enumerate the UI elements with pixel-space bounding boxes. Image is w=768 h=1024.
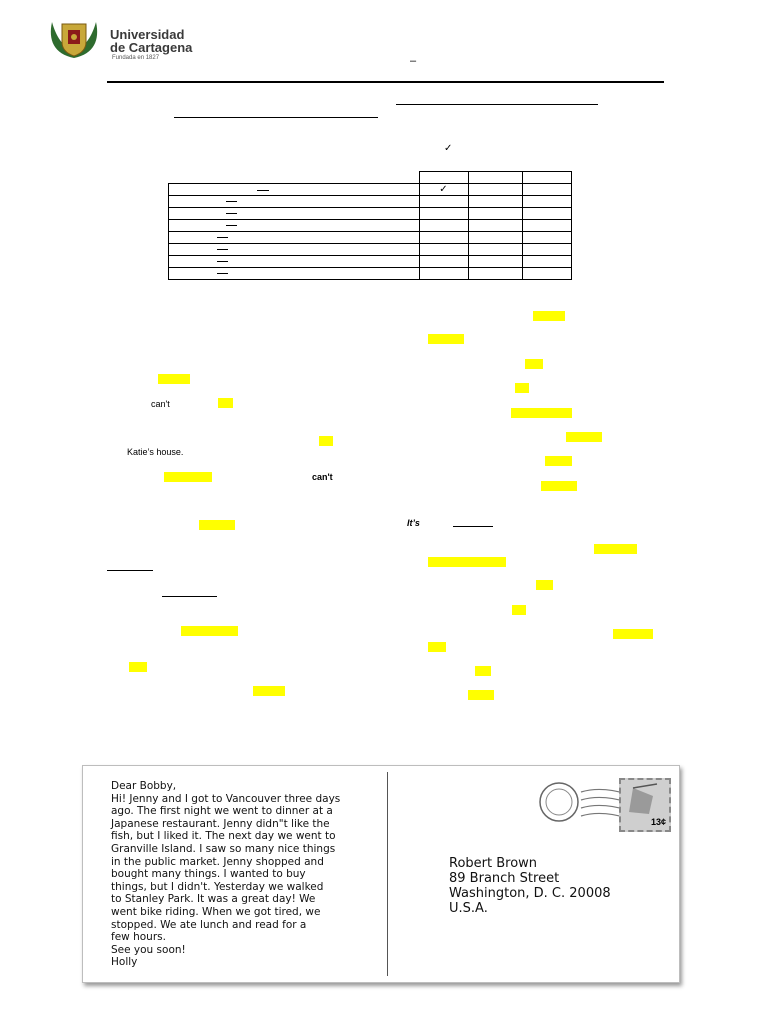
message-line: See you soon!	[111, 943, 186, 956]
postcard-image	[82, 765, 680, 983]
word-its: It’s	[407, 518, 420, 528]
address-line: Robert Brown	[449, 856, 538, 871]
message-line: went bike riding. When we got tired, we	[111, 905, 321, 918]
highlight-mark	[525, 359, 543, 369]
blank-line	[174, 117, 378, 118]
address-line: 89 Branch Street	[449, 871, 560, 886]
blank-line	[107, 570, 153, 571]
university-name	[110, 28, 192, 62]
highlight-mark	[253, 686, 285, 696]
highlight-mark	[536, 580, 553, 590]
postcard-address	[449, 856, 611, 916]
postcard-divider	[387, 772, 388, 976]
table-row	[169, 256, 572, 268]
highlight-mark	[594, 544, 637, 554]
highlight-mark	[475, 666, 491, 676]
table-row	[169, 184, 572, 196]
logo-line-2: de Cartagena	[110, 40, 193, 55]
check-icon: ✓	[444, 143, 453, 154]
table-row	[169, 172, 572, 184]
highlight-mark	[545, 456, 572, 466]
highlight-mark	[533, 311, 565, 321]
highlight-mark	[468, 690, 494, 700]
message-line: Japanese restaurant. Jenny didn"t like the	[111, 817, 330, 830]
message-line: ago. The first night we went to dinner at a	[111, 805, 333, 818]
university-crest-logo	[44, 14, 104, 64]
message-line: fish, but I liked it. The next day we went to	[111, 830, 336, 843]
blank-line	[453, 526, 493, 527]
highlight-mark	[541, 481, 577, 491]
header-rule	[107, 81, 664, 83]
blank-line	[162, 596, 217, 597]
highlight-mark	[512, 605, 526, 615]
message-line: Dear Bobby,	[111, 780, 177, 792]
postmark-icon	[531, 778, 631, 828]
highlight-mark	[566, 432, 602, 442]
highlight-mark	[515, 383, 529, 393]
text-katies-house: Katie’s house.	[127, 447, 184, 457]
message-line: in the public market. Jenny shopped and	[111, 855, 324, 868]
table-row	[169, 244, 572, 256]
highlight-mark	[511, 408, 572, 418]
highlight-mark	[319, 436, 333, 446]
stamp-value: 13¢	[650, 817, 666, 827]
message-line: to Stanley Park. It was a great day! We	[111, 893, 316, 906]
logo-line-1: Universidad	[110, 27, 185, 42]
message-line: Hi! Jenny and I got to Vancouver three days	[111, 792, 341, 805]
highlight-mark	[164, 472, 212, 482]
address-line: U.S.A.	[449, 901, 488, 916]
header-dash: –	[410, 55, 417, 67]
message-line: Granville Island. I saw so many nice things	[111, 842, 336, 855]
highlight-mark	[158, 374, 190, 384]
check-icon: ✓	[419, 184, 468, 196]
highlight-mark	[613, 629, 653, 639]
table-row	[169, 232, 572, 244]
word-cant: can't	[151, 399, 170, 409]
highlight-mark	[181, 626, 238, 636]
highlight-mark	[428, 642, 446, 652]
checklist-table	[168, 171, 572, 280]
message-line: things, but I didn't. Yesterday we walked	[111, 880, 324, 893]
message-line: stopped. We ate lunch and read for a	[111, 918, 307, 931]
message-line: bought many things. I wanted to buy	[111, 868, 306, 881]
highlight-mark	[129, 662, 147, 672]
blank-line	[396, 104, 598, 105]
postcard-message	[111, 780, 381, 969]
highlight-mark	[428, 334, 464, 344]
table-row	[169, 196, 572, 208]
stamp-icon	[619, 778, 671, 832]
table-row	[169, 220, 572, 232]
message-line: Holly	[111, 956, 138, 969]
word-cant-bold: can't	[312, 472, 333, 482]
message-line: few hours.	[111, 931, 166, 944]
highlight-mark	[218, 398, 233, 408]
table-row	[169, 268, 572, 280]
table-row	[169, 208, 572, 220]
logo-line-3: Fundada en 1827	[112, 55, 160, 61]
highlight-mark	[428, 557, 506, 567]
highlight-mark	[199, 520, 235, 530]
address-line: Washington, D. C. 20008	[449, 886, 611, 901]
